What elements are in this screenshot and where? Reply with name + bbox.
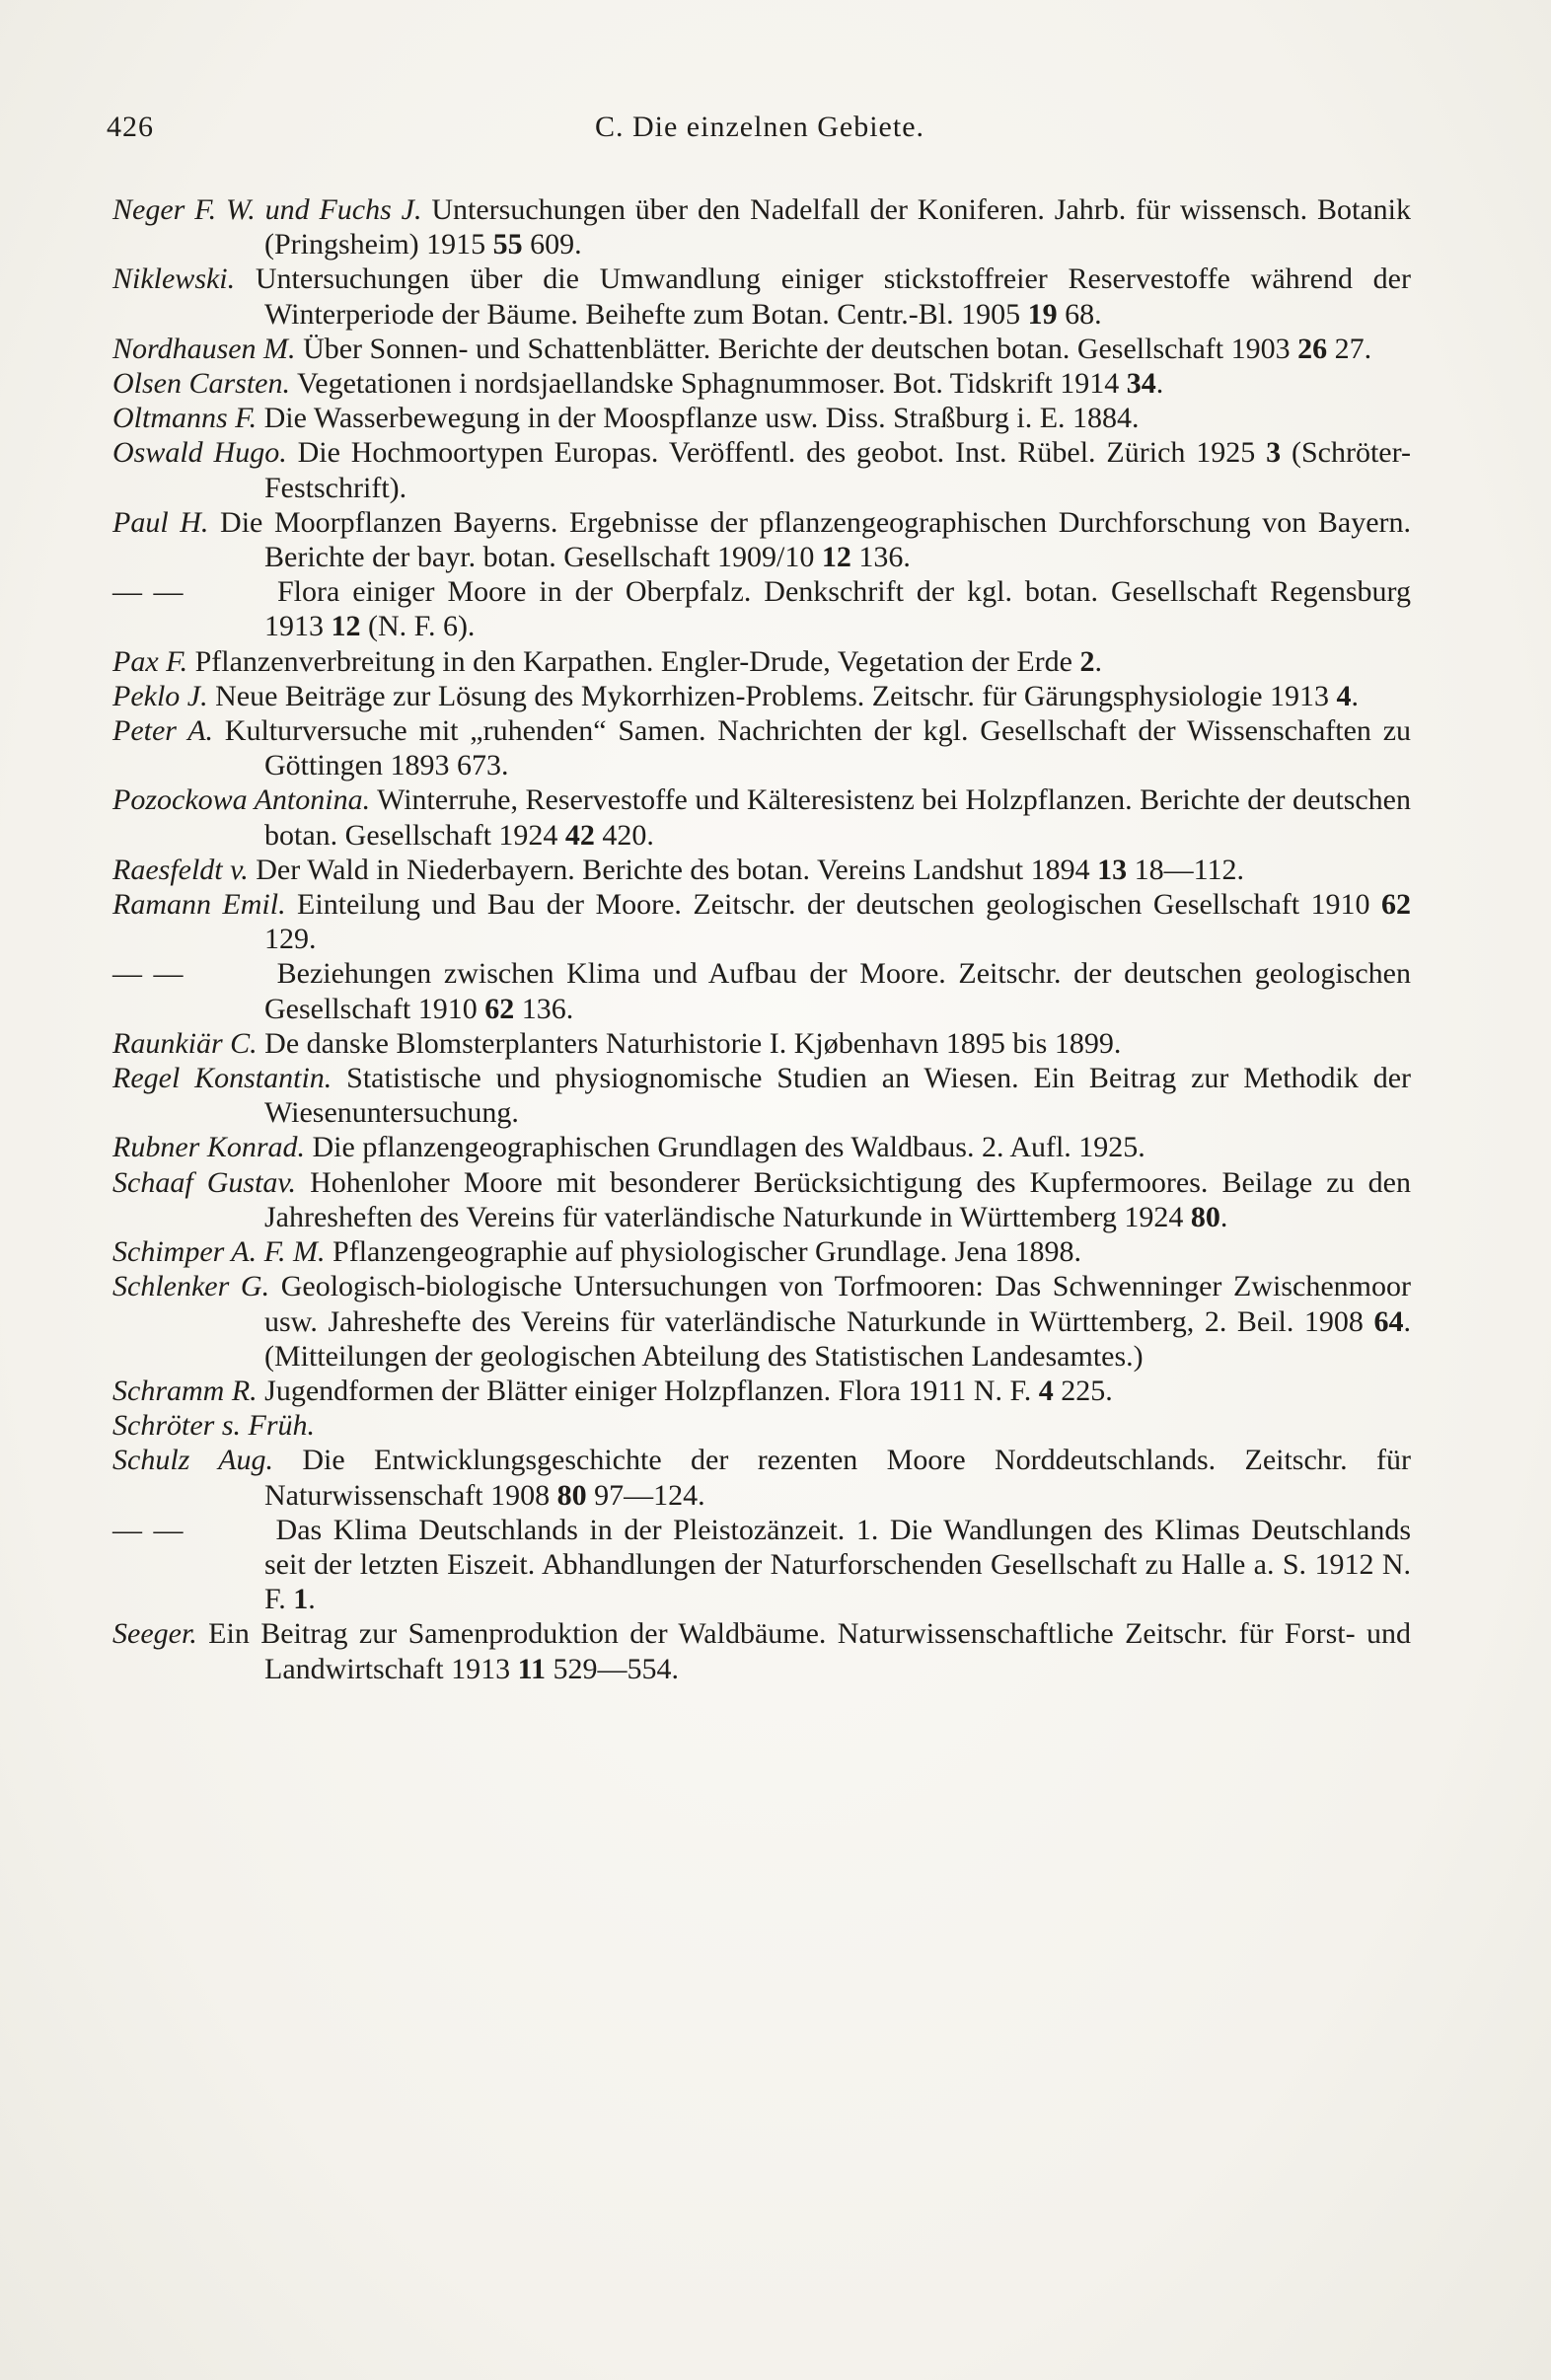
bibliography-entry (112, 887, 1411, 956)
page-number: 426 (107, 111, 154, 143)
entry-volume: 19 (1027, 297, 1058, 331)
entry-volume: 4 (1336, 679, 1352, 712)
entry-text: Ein Beitrag zur Samenproduktion der Waldbäume. Naturwissenschaftliche Zeitschr. für Forst- und Landwirtschaft 1913 (196, 1617, 1411, 1685)
bibliography-entry (112, 1374, 1411, 1408)
entry-text: 27. (1327, 332, 1372, 365)
entry-volume: 62 (1381, 888, 1411, 922)
bibliography-entry (112, 644, 1411, 679)
entry-text: 420. (594, 818, 654, 852)
entry-volume: 64 (1373, 1304, 1404, 1338)
bibliography-entry (112, 1165, 1411, 1234)
bibliography-entry (112, 1269, 1411, 1374)
bibliography-entry (112, 261, 1411, 331)
bibliography-entry (112, 574, 1411, 643)
entry-text: Pflanzenverbreitung in den Karpathen. Engler-Drude, Vegetation der Erde (187, 644, 1080, 678)
bibliography-entry (112, 956, 1411, 1025)
entry-text: Jugendformen der Blätter einiger Holzpflanzen. Flora 1911 N. F. (257, 1374, 1039, 1407)
bibliography-entry (112, 505, 1411, 574)
entry-text: Der Wald in Niederbayern. Berichte des botan. Vereins Landshut 1894 (248, 853, 1098, 886)
entry-ditto-dash: — — (112, 1513, 185, 1546)
bibliography-entry (112, 1513, 1411, 1617)
bibliography-entry (112, 401, 1411, 435)
entry-author: Ramann Emil. (112, 888, 286, 922)
entry-text: Flora einiger Moore in der Oberpfalz. Denkschrift der kgl. botan. Gesellschaft Regensburg 1913 (264, 575, 1411, 643)
entry-text: 136. (850, 541, 911, 574)
entry-text: De danske Blomsterplanters Naturhistorie I. Kjøbenhavn 1895 bis 1899. (257, 1026, 1122, 1060)
entry-text: Vegetationen i nordsjaellandske Sphagnummoser. Bot. Tidskrift 1914 (290, 367, 1127, 401)
entry-author: Schlenker G. (112, 1270, 270, 1303)
entry-author: Niklewski. (112, 262, 236, 296)
entry-author: Pax F. (112, 644, 188, 678)
entry-volume: 4 (1038, 1374, 1054, 1407)
entry-text: . (Mitteilungen der geologischen Abteilung des Statistischen Landesamtes.) (264, 1304, 1411, 1373)
entry-text: . (308, 1583, 316, 1616)
entry-author: Pozockowa Antonina. (112, 783, 371, 817)
entry-text: (N. F. 6). (360, 610, 476, 643)
entry-text: Über Sonnen- und Schattenblätter. Berichte der deutschen botan. Gesellschaft 1903 (295, 332, 1298, 365)
entry-author: Paul H. (112, 505, 209, 539)
bibliography-entry (112, 679, 1411, 713)
entry-volume: 80 (1190, 1200, 1220, 1233)
entry-text: Untersuchungen über die Umwandlung einiger stickstoffreier Reservestoffe während der Winterperiode der Bäume. Beihefte zum Botan. Centr.-Bl. 1905 (235, 262, 1411, 331)
entry-text: Hohenloher Moore mit besonderer Berücksichtigung des Kupfermoores. Beilage zu den Jahresheften des Vereins für vaterländische Naturkunde in Württemberg 1924 (264, 1165, 1411, 1233)
entry-text: . (1094, 644, 1102, 678)
entry-text: 136. (514, 992, 574, 1025)
entry-volume: 42 (564, 818, 595, 852)
bibliography-entry (112, 1408, 1411, 1443)
entry-text: Neue Beiträge zur Lösung des Mykorrhizen-Problems. Zeitschr. für Gärungsphysiologie 1913 (207, 679, 1337, 712)
entry-text: Beziehungen zwischen Klima und Aufbau der Moore. Zeitschr. der deutschen geologischen Gesellschaft 1910 (264, 957, 1411, 1025)
bibliography-entry (112, 1443, 1411, 1512)
entry-text: Die Entwicklungsgeschichte der rezenten Moore Norddeutschlands. Zeitschr. für Naturwissenschaft 1908 (264, 1444, 1411, 1512)
entry-ditto-dash: — — (112, 957, 185, 991)
entry-volume: 62 (484, 992, 515, 1025)
entry-author: Oltmanns F. (112, 402, 258, 435)
entry-author: Seeger. (112, 1617, 197, 1651)
entry-text: Winterruhe, Reservestoffe und Kälteresistenz bei Holzpflanzen. Berichte der deutschen botan. Gesellschaft 1924 (264, 783, 1411, 852)
entry-volume: 13 (1097, 853, 1128, 886)
entry-author: Schröter s. Früh. (112, 1409, 315, 1443)
entry-text: Statistische und physiognomische Studien an Wiesen. Ein Beitrag zur Methodik der Wiesenuntersuchung. (264, 1062, 1411, 1130)
bibliography-entry (112, 192, 1411, 261)
entry-text: 68. (1057, 297, 1102, 331)
bibliography-entry (112, 713, 1411, 782)
bibliography-entry (112, 1061, 1411, 1130)
entry-author: Peklo J. (112, 679, 208, 712)
entry-author: Peter A. (112, 714, 214, 748)
entry-author: Rubner Konrad. (112, 1131, 305, 1164)
entry-text: 225. (1053, 1374, 1113, 1407)
entry-volume: 1 (293, 1583, 309, 1616)
entry-author: Regel Konstantin. (112, 1062, 332, 1095)
entry-text: Einteilung und Bau der Moore. Zeitschr. der deutschen geologischen Gesellschaft 1910 (285, 888, 1381, 922)
bibliography-entry (112, 435, 1411, 504)
entry-author: Schramm R. (112, 1374, 258, 1407)
entry-text: Die Moorpflanzen Bayerns. Ergebnisse der pflanzengeographischen Durchforschung von Bayern. Berichte der bayr. botan. Gesellschaft 1909/10 (208, 505, 1411, 574)
entry-volume: 12 (821, 541, 851, 574)
entry-volume: 26 (1297, 332, 1328, 365)
entry-author: Schaaf Gustav. (112, 1165, 297, 1199)
entry-volume: 34 (1126, 367, 1156, 401)
entry-text: . (1155, 367, 1164, 401)
entry-text: Untersuchungen über den Nadelfall der Koniferen. Jahrb. für wissensch. Botanik (Pringsheim) 1915 (264, 193, 1411, 261)
bibliography-entry (112, 853, 1411, 887)
bibliography-entry (112, 1026, 1411, 1061)
bibliography-entry (112, 782, 1411, 852)
entry-text: 97—124. (586, 1478, 705, 1512)
bibliography-list (112, 192, 1411, 1686)
running-title: C. Die einzelnen Gebiete. (594, 111, 925, 143)
entry-text: . (1219, 1200, 1228, 1233)
entry-author: Raesfeldt v. (112, 853, 249, 886)
entry-volume: 12 (331, 610, 361, 643)
entry-text: Kulturversuche mit „ruhenden“ Samen. Nachrichten der kgl. Gesellschaft der Wissenschaften zu Göttingen 1893 673. (213, 714, 1412, 782)
entry-author: Olsen Carsten. (112, 367, 290, 401)
entry-volume: 55 (492, 228, 523, 261)
entry-author: Schimper A. F. M. (112, 1235, 326, 1269)
page-header (107, 111, 1413, 160)
entry-author: Neger F. W. und Fuchs J. (112, 193, 422, 226)
entry-volume: 11 (517, 1652, 546, 1685)
bibliography-entry (112, 332, 1411, 366)
entry-author: Oswald Hugo. (112, 436, 287, 470)
entry-author: Nordhausen M. (112, 332, 296, 365)
entry-text: (Schröter-Festschrift). (264, 436, 1411, 504)
entry-text: 609. (522, 228, 582, 261)
entry-text: Die pflanzengeographischen Grundlagen des Waldbaus. 2. Aufl. 1925. (305, 1131, 1145, 1164)
entry-text: . (1351, 679, 1360, 712)
entry-volume: 80 (556, 1478, 587, 1512)
entry-text: Geologisch-biologische Untersuchungen von Torfmooren: Das Schwenninger Zwischenmoor usw. Jahreshefte des Vereins für vaterländische Naturkunde in Württemberg, 2. Beil. 1908 (264, 1270, 1411, 1338)
entry-text: Die Wasserbewegung in der Moospflanze usw. Diss. Straßburg i. E. 1884. (257, 402, 1140, 435)
entry-text: Das Klima Deutschlands in der Pleistozänzeit. 1. Die Wandlungen des Klimas Deutschlands seit der letzten Eiszeit. Abhandlungen der Naturforschenden Gesellschaft zu Halle a. S. 1912 N. F. (264, 1513, 1411, 1616)
entry-author: Schulz Aug. (112, 1444, 273, 1477)
entry-text: 18—112. (1127, 853, 1245, 886)
entry-text: 529—554. (545, 1652, 679, 1685)
entry-text: Pflanzengeographie auf physiologischer Grundlage. Jena 1898. (325, 1235, 1081, 1269)
bibliography-entry (112, 1234, 1411, 1269)
bibliography-entry (112, 1130, 1411, 1164)
bibliography-entry (112, 1616, 1411, 1685)
bibliography-entry (112, 366, 1411, 401)
entry-text: 129. (264, 923, 317, 956)
entry-text: Die Hochmoortypen Europas. Veröffentl. des geobot. Inst. Rübel. Zürich 1925 (286, 436, 1267, 470)
entry-volume: 3 (1266, 436, 1282, 470)
entry-ditto-dash: — — (112, 575, 185, 609)
entry-volume: 2 (1079, 644, 1095, 678)
entry-author: Raunkiär C. (112, 1026, 258, 1060)
